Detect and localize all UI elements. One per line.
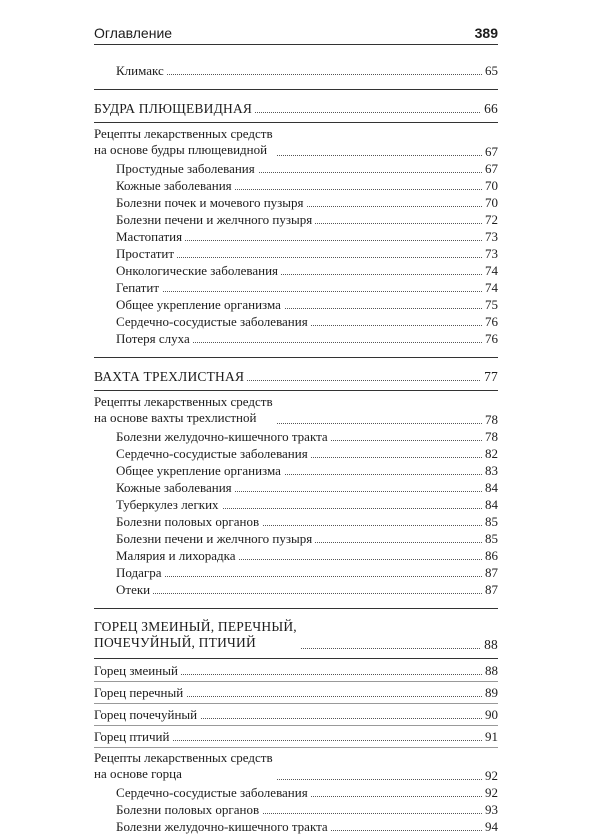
toc-label: Отеки [116, 581, 153, 598]
toc-entry [94, 211, 498, 228]
toc-page: 77 [481, 368, 498, 385]
toc-entry [94, 296, 498, 313]
toc-page: 89 [482, 684, 498, 701]
toc-page: 66 [481, 100, 498, 117]
toc-page: 92 [482, 784, 498, 801]
toc-page: 93 [482, 801, 498, 818]
toc-label: Болезни желудочно-кишечного тракта [116, 428, 331, 445]
section2-items [94, 428, 498, 598]
dot-leader [116, 291, 498, 292]
toc-entry [94, 684, 498, 701]
section3-plants [94, 662, 498, 748]
toc-label: Простатит [116, 245, 177, 262]
toc-page: 85 [482, 530, 498, 547]
toc-label: Малярия и лихорадка [116, 547, 239, 564]
toc-page: 87 [482, 564, 498, 581]
page-number: 389 [474, 25, 498, 41]
divider [94, 725, 498, 726]
toc-label: Болезни печени и желчного пузыря [116, 530, 315, 547]
toc-page: 74 [482, 262, 498, 279]
toc-page: 78 [482, 428, 498, 445]
toc-page: 73 [482, 228, 498, 245]
toc-page: 84 [482, 479, 498, 496]
header-rule [94, 44, 498, 45]
section-title [94, 619, 498, 653]
toc-entry [94, 706, 498, 723]
toc-page: 82 [482, 445, 498, 462]
toc-entry [94, 479, 498, 496]
recipes-heading [94, 394, 498, 428]
section-rule [94, 608, 498, 609]
toc-page: 83 [482, 462, 498, 479]
recipes-line-2: на основе вахты трехлистной [94, 410, 257, 425]
toc-label: Горец почечуйный [94, 706, 200, 723]
dot-leader [116, 576, 498, 577]
recipes-line-1: Рецепты лекарственных средств [94, 394, 273, 409]
recipes-line-1: Рецепты лекарственных средств [94, 126, 273, 141]
recipes-heading [94, 750, 498, 784]
toc-page: 92 [482, 767, 498, 784]
dot-leader [116, 593, 498, 594]
section-rule [94, 658, 498, 659]
divider [94, 681, 498, 682]
toc-page: 94 [482, 818, 498, 835]
toc-page: 65 [482, 62, 498, 79]
toc-label: Горец змеиный [94, 662, 181, 679]
toc-entry [94, 245, 498, 262]
toc-label: Болезни почек и мочевого пузыря [116, 194, 307, 211]
toc-entry [94, 496, 498, 513]
toc-page: 84 [482, 496, 498, 513]
toc-entry [94, 801, 498, 818]
toc-page: 72 [482, 211, 498, 228]
toc-page: 67 [482, 160, 498, 177]
toc-label: Мастопатия [116, 228, 185, 245]
toc-page: 70 [482, 194, 498, 211]
toc-label: Кожные заболевания [116, 479, 235, 496]
toc-label: Подагра [116, 564, 165, 581]
toc-entry [94, 513, 498, 530]
toc-entry [94, 62, 498, 79]
toc-label: Сердечно-сосудистые заболевания [116, 313, 311, 330]
toc-label: Болезни половых органов [116, 513, 262, 530]
toc-entry [94, 784, 498, 801]
toc-entry [94, 581, 498, 598]
toc-entry [94, 279, 498, 296]
toc-page: 76 [482, 330, 498, 347]
toc-page: 86 [482, 547, 498, 564]
toc-page: 90 [482, 706, 498, 723]
toc-page: 88 [482, 662, 498, 679]
toc-label: Болезни желудочно-кишечного тракта [116, 818, 331, 835]
running-title: Оглавление [94, 25, 173, 41]
toc-page: 85 [482, 513, 498, 530]
toc-label: Болезни половых органов [116, 801, 262, 818]
toc-entry [94, 662, 498, 679]
divider [94, 747, 498, 748]
toc-page: 88 [481, 636, 498, 653]
toc-page: 78 [482, 411, 498, 428]
table-of-contents [94, 62, 498, 835]
toc-entry [94, 728, 498, 745]
toc-label: Горец перечный [94, 684, 186, 701]
section-rule [94, 390, 498, 391]
recipes-heading [94, 126, 498, 160]
toc-entry [94, 428, 498, 445]
toc-label: Потеря слуха [116, 330, 193, 347]
toc-entry [94, 177, 498, 194]
toc-label: Болезни печени и желчного пузыря [116, 211, 315, 228]
toc-entry [94, 445, 498, 462]
toc-label: Общее укрепление организма [116, 462, 284, 479]
toc-label: Сердечно-сосудистые заболевания [116, 445, 311, 462]
toc-page: 73 [482, 245, 498, 262]
toc-page: 67 [482, 143, 498, 160]
toc-entry [94, 313, 498, 330]
toc-entry [94, 330, 498, 347]
toc-entry [94, 160, 498, 177]
section-title [94, 368, 498, 385]
toc-entry [94, 228, 498, 245]
toc-label: Онкологические заболевания [116, 262, 281, 279]
toc-entry [94, 564, 498, 581]
recipes-line-2: на основе горца [94, 766, 182, 781]
toc-page: 87 [482, 581, 498, 598]
section-rule [94, 89, 498, 90]
toc-page: 70 [482, 177, 498, 194]
section-rule [94, 357, 498, 358]
toc-page: 74 [482, 279, 498, 296]
toc-label: ВАХТА ТРЕХЛИСТНАЯ [94, 368, 247, 385]
toc-label: Туберкулез легких [116, 496, 222, 513]
toc-label: БУДРА ПЛЮЩЕВИДНАЯ [94, 100, 255, 117]
toc-label: Кожные заболевания [116, 177, 235, 194]
toc-label: Горец птичий [94, 728, 172, 745]
section-rule [94, 122, 498, 123]
section-title-line-1: ГОРЕЦ ЗМЕИНЫЙ, ПЕРЕЧНЫЙ, [94, 619, 297, 634]
toc-entry [94, 530, 498, 547]
toc-label: Простудные заболевания [116, 160, 258, 177]
recipes-line-2: на основе будры плющевидной [94, 142, 268, 157]
toc-label [94, 394, 276, 426]
dot-leader [116, 74, 498, 75]
toc-entry [94, 547, 498, 564]
toc-label [94, 619, 300, 651]
toc-label: Сердечно-сосудистые заболевания [116, 784, 311, 801]
divider [94, 703, 498, 704]
section1-items [94, 160, 498, 347]
section-title-line-2: ПОЧЕЧУЙНЫЙ, ПТИЧИЙ [94, 635, 256, 650]
toc-page: 91 [482, 728, 498, 745]
section-title [94, 100, 498, 117]
toc-entry [94, 818, 498, 835]
toc-entry [94, 262, 498, 279]
toc-entry [94, 194, 498, 211]
toc-label: Общее укрепление организма [116, 296, 284, 313]
toc-page: 75 [482, 296, 498, 313]
toc-page: 76 [482, 313, 498, 330]
toc-label [94, 126, 276, 158]
toc-label [94, 750, 276, 782]
toc-entry [94, 462, 498, 479]
recipes-line-1: Рецепты лекарственных средств [94, 750, 273, 765]
toc-label: Климакс [116, 62, 167, 79]
toc-label: Гепатит [116, 279, 162, 296]
section3-items [94, 784, 498, 835]
